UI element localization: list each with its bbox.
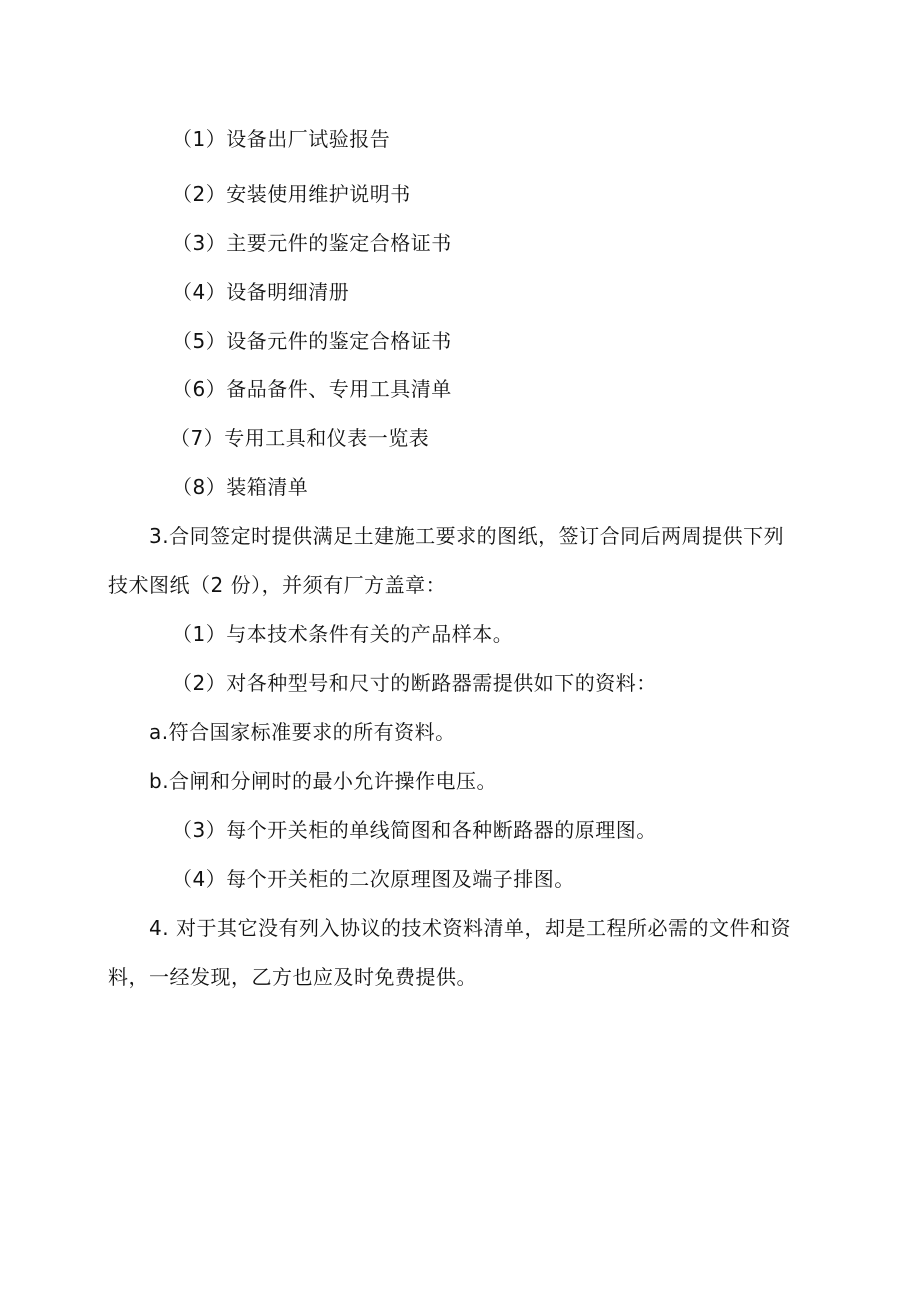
- doc-list-item-4: （4）设备明细清册: [172, 280, 350, 304]
- drawing-item-1: （1）与本技术条件有关的产品样本。: [172, 622, 514, 646]
- doc-list-item-3: （3）主要元件的鉴定合格证书: [172, 231, 452, 255]
- paragraph-4-line-2: 料，一经发现，乙方也应及时免费提供。: [108, 965, 477, 989]
- doc-list-item-1: （1）设备出厂试验报告: [172, 127, 391, 151]
- paragraph-3-line-1: 3.合同签定时提供满足土建施工要求的图纸，签订合同后两周提供下列: [149, 524, 785, 548]
- doc-list-item-5: （5）设备元件的鉴定合格证书: [172, 329, 452, 353]
- doc-list-item-7: （7）专用工具和仪表一览表: [170, 426, 430, 450]
- drawing-item-2: （2）对各种型号和尺寸的断路器需提供如下的资料：: [172, 671, 657, 695]
- doc-list-item-2: （2）安装使用维护说明书: [172, 182, 411, 206]
- drawing-subitem-a: a.符合国家标准要求的所有资料。: [149, 720, 456, 744]
- paragraph-3-line-2: 技术图纸（2 份），并须有厂方盖章：: [108, 573, 447, 597]
- drawing-subitem-b: b.合闸和分闸时的最小允许操作电压。: [149, 769, 498, 793]
- drawing-item-3: （3）每个开关柜的单线简图和各种断路器的原理图。: [172, 818, 657, 842]
- drawing-item-4: （4）每个开关柜的二次原理图及端子排图。: [172, 867, 575, 891]
- doc-list-item-8: （8）装箱清单: [172, 475, 309, 499]
- doc-list-item-6: （6）备品备件、专用工具清单: [172, 377, 452, 401]
- paragraph-4-line-1: 4. 对于其它没有列入协议的技术资料清单，却是工程所必需的文件和资: [149, 916, 791, 940]
